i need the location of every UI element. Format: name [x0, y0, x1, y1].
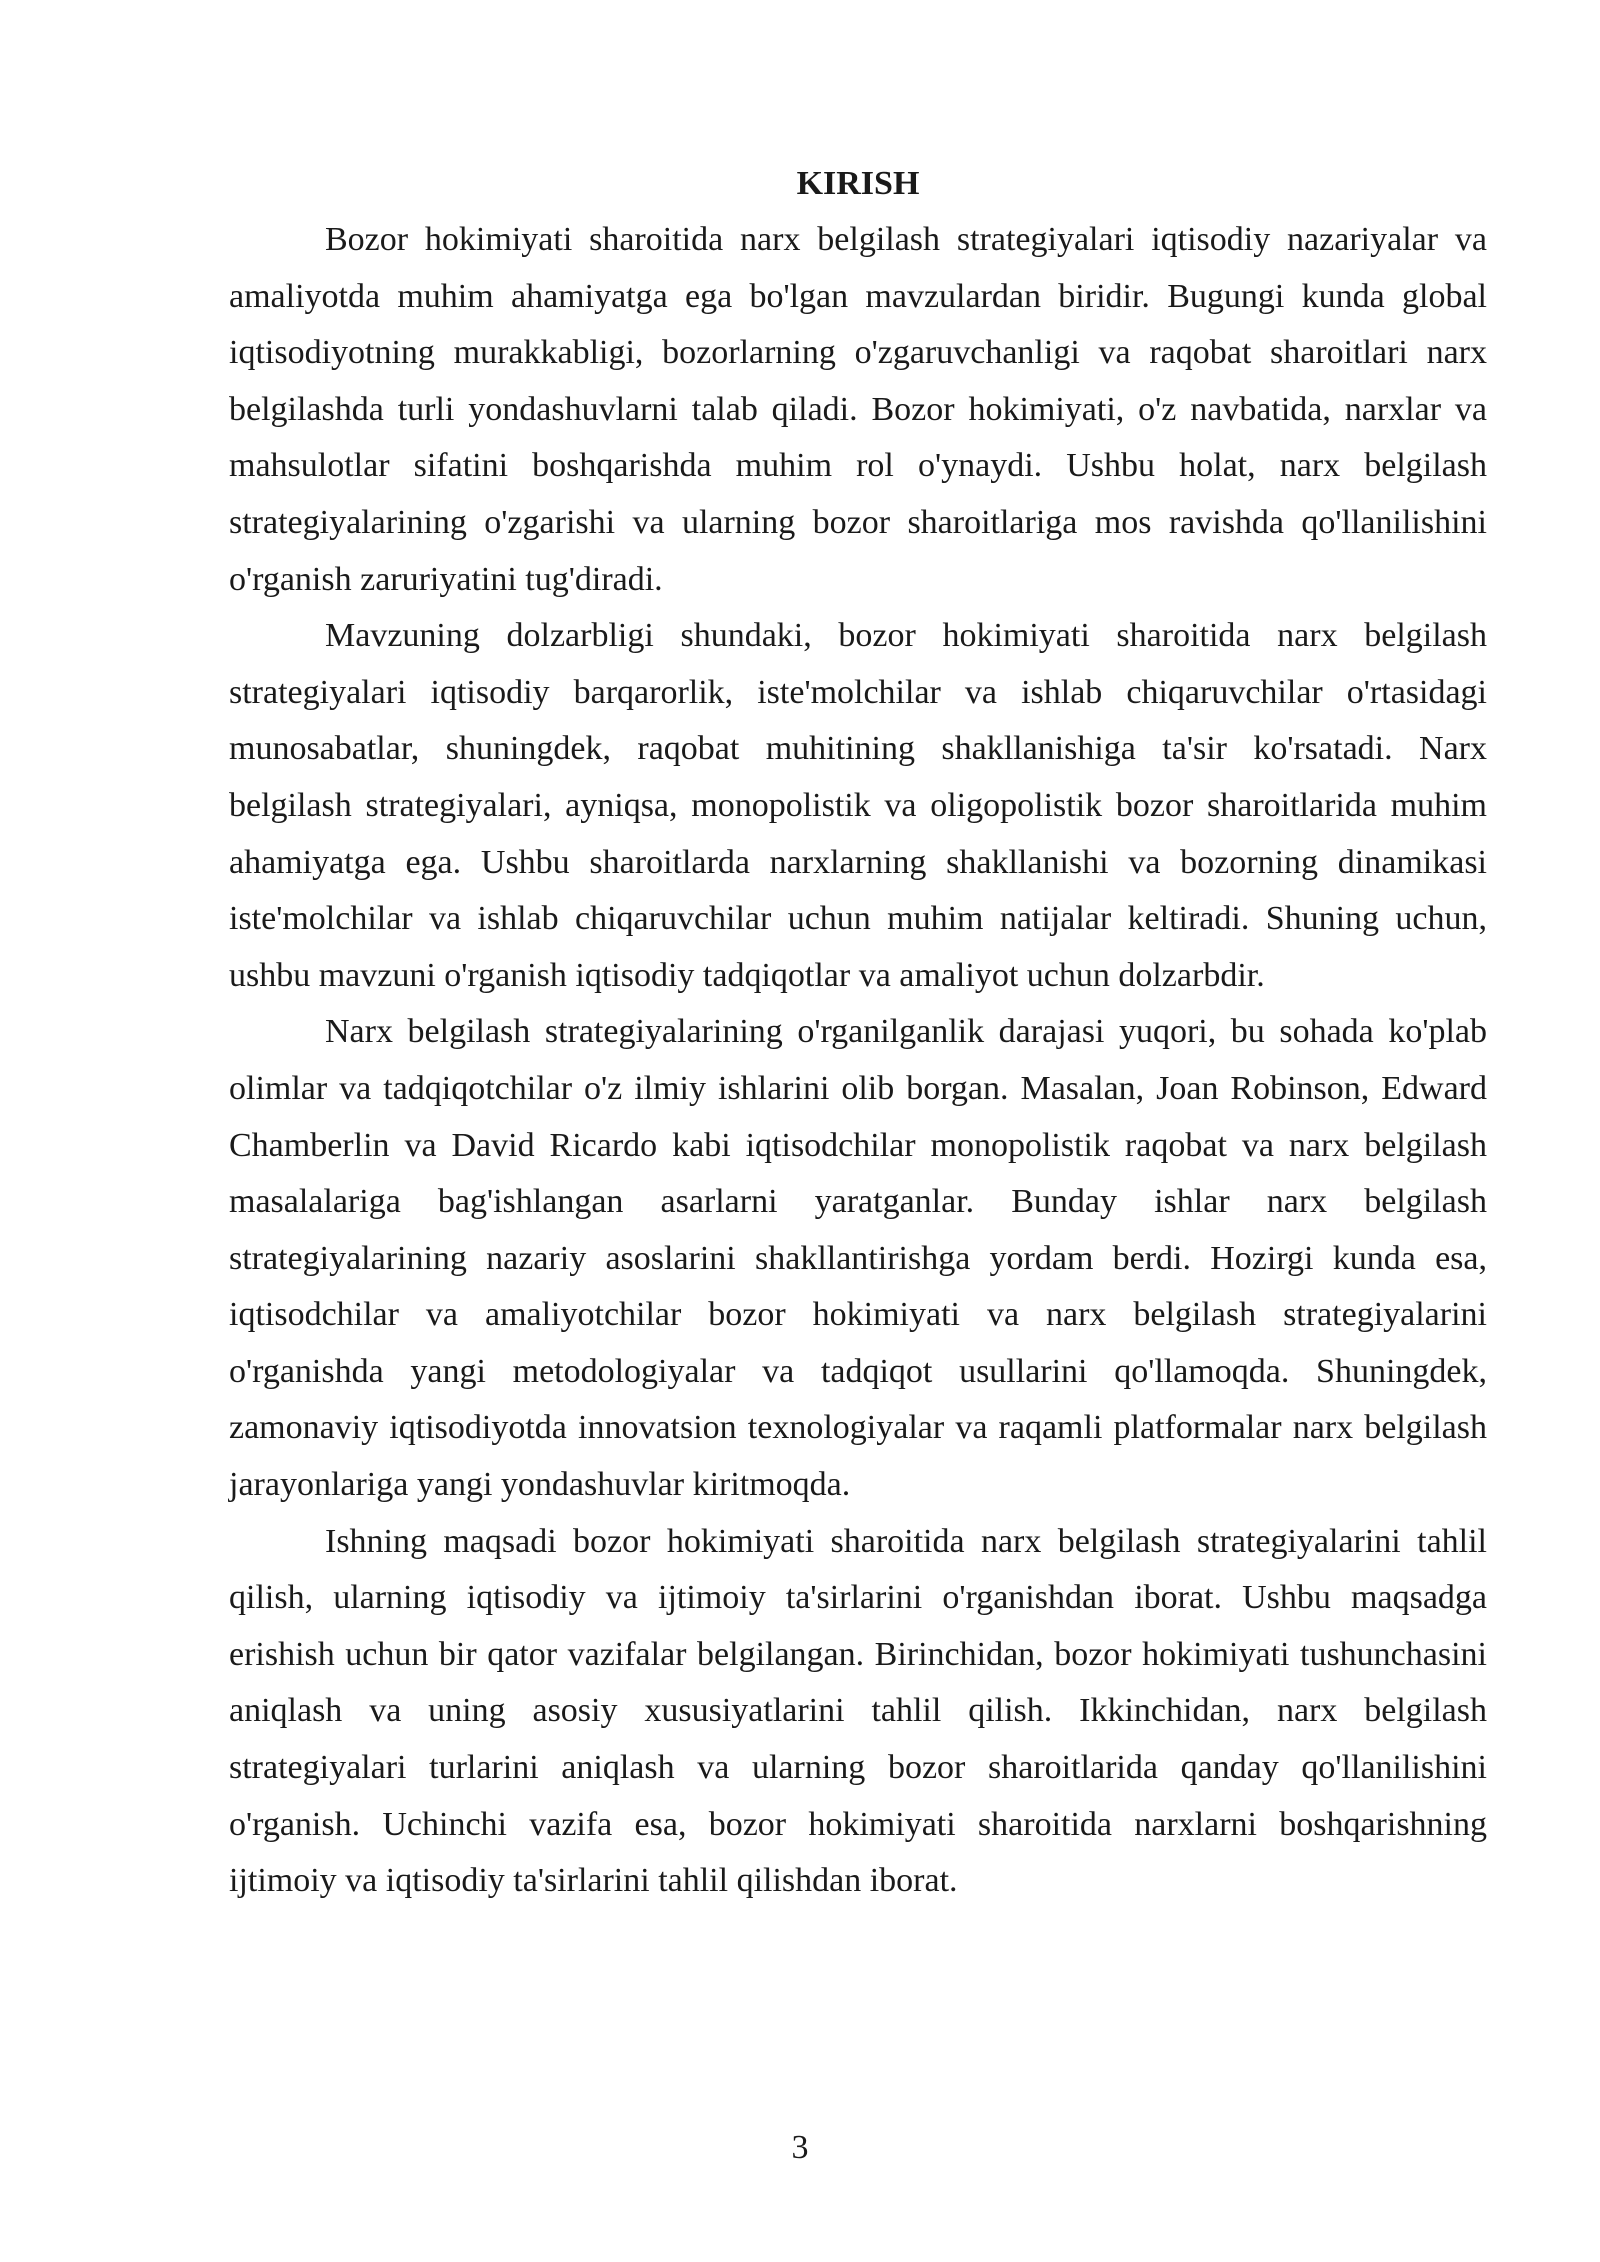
- page-number: 3: [791, 2129, 809, 2166]
- section-title: KIRISH: [796, 165, 920, 202]
- paragraph-literature: Narx belgilash strategiyalarining o'rganilganlik darajasi yuqori, bu sohada ko'plab olimlar va tadqiqotchilar o'z ilmiy ishlarini olib borgan. Masalan, Joan Robinson, Edward Chamberlin va David Ricardo kabi iqtisodchilar monopolistik raqobat va narx belgilash masalalariga bag'ishlangan asarlarni yaratganlar. Bunday ishlar narx belgilash strategiyalarining nazariy asoslarini shakllantirishga yordam berdi. Hozirgi kunda esa, iqtisodchilar va amaliyotchilar bozor hokimiyati va narx belgilash strategiyalarini o'rganishda yangi metodologiyalar va tadqiqot usullarini qo'llamoqda. Shuningdek, zamonaviy iqtisodiyotda innovatsion texnologiyalar va raqamli platformalar narx belgilash jarayonlariga yangi yondashuvlar kiritmoqda.: [229, 1013, 1487, 1504]
- page-content: [229, 156, 1487, 1910]
- paragraph-relevance: Mavzuning dolzarbligi shundaki, bozor hokimiyati sharoitida narx belgilash strategiyalari iqtisodiy barqarorlik, iste'molchilar va ishlab chiqaruvchilar o'rtasidagi munosabatlar, shuningdek, raqobat muhitining shakllanishiga ta'sir ko'rsatadi. Narx belgilash strategiyalari, ayniqsa, monopolistik va oligopolistik bozor sharoitlarida muhim ahamiyatga ega. Ushbu sharoitlarda narxlarning shakllanishi va bozorning dinamikasi iste'molchilar va ishlab chiqaruvchilar uchun muhim natijalar keltiradi. Shuning uchun, ushbu mavzuni o'rganish iqtisodiy tadqiqotlar va amaliyot uchun dolzarbdir.: [229, 617, 1487, 994]
- paragraph-intro: Bozor hokimiyati sharoitida narx belgilash strategiyalari iqtisodiy nazariyalar va amaliyotda muhim ahamiyatga ega bo'lgan mavzulardan biridir. Bugungi kunda global iqtisodiyotning murakkabligi, bozorlarning o'zgaruvchanligi va raqobat sharoitlari narx belgilashda turli yondashuvlarni talab qiladi. Bozor hokimiyati, o'z navbatida, narxlar va mahsulotlar sifatini boshqarishda muhim rol o'ynaydi. Ushbu holat, narx belgilash strategiyalarining o'zgarishi va ularning bozor sharoitlariga mos ravishda qo'llanilishini o'rganish zaruriyatini tug'diradi.: [229, 221, 1487, 598]
- paragraph-goal: Ishning maqsadi bozor hokimiyati sharoitida narx belgilash strategiyalarini tahlil qilish, ularning iqtisodiy va ijtimoiy ta'sirlarini o'rganishdan iborat. Ushbu maqsadga erishish uchun bir qator vazifalar belgilangan. Birinchidan, bozor hokimiyati tushunchasini aniqlash va uning asosiy xususiyatlarini tahlil qilish. Ikkinchidan, narx belgilash strategiyalari turlarini aniqlash va ularning bozor sharoitlarida qanday qo'llanilishini o'rganish. Uchinchi vazifa esa, bozor hokimiyati sharoitida narxlarni boshqarishning ijtimoiy va iqtisodiy ta'sirlarini tahlil qilishdan iborat.: [229, 1522, 1487, 1900]
